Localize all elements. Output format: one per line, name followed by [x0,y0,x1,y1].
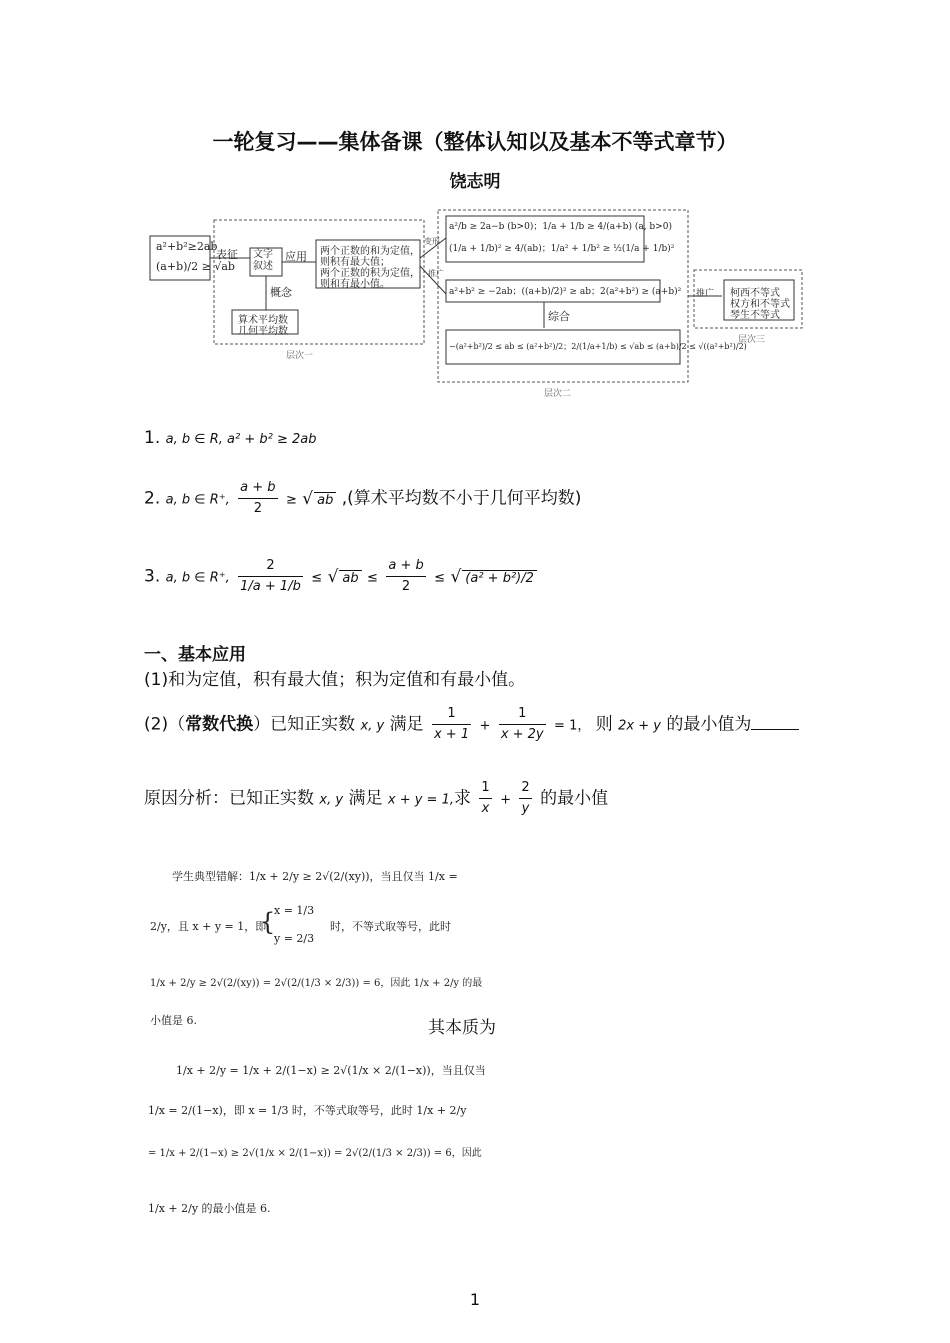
p3-cond: x + y = 1, [387,792,454,808]
diagram-label-zonghe: 综合 [548,310,570,323]
p3-f1-num: 1 [479,778,491,799]
wrong-line-3: 1/x + 2/y ≥ 2√(2/(xy)) = 2√(2/(1/3 × 2/3)) = 6，因此 1/x + 2/y 的最 [150,978,483,989]
p3-f1-den: x [481,801,490,816]
p2-f1-num: 1 [432,704,471,725]
page-number: 1 [469,1290,481,1309]
diagram-cengci-er: 层次二 [544,389,572,399]
essence-label: 其本质为 [428,1018,496,1038]
section-p3 [144,778,608,819]
item-3-le3: ≤ [434,570,446,586]
diagram-yingyong-4: 则和有最小值。 [320,279,390,290]
item-3-le2: ≤ [367,570,378,586]
item-2-sqrt: ab [314,492,336,508]
item-1-number: 1. [144,428,161,448]
item-2-frac-num: a + b [238,478,277,499]
item-3-number: 3. [144,566,161,587]
p3-vars: x, y [319,792,344,808]
p2-mid: ）已知正实数 [253,714,356,735]
item-3: 3. a, b ∈ R⁺, $\frac{2}{1/a + 1/b}$ ≤ √ ab ≤ $\frac{a + b}{2}$ ≤ √ (a² + b²)/2 [144,556,537,597]
diagram-l2-box3: −(a²+b²)/2 ≤ ab ≤ (a²+b²)/2；2/(1/a+1/b) ≤ √ab ≤ (a+b)/2 ≤ √((a²+b²)/2) [449,342,747,351]
essence-line-2: 1/x = 2/(1−x)，即 x = 1/3 时，不等式取等号，此时 1/x + 2/y [148,1104,467,1117]
p3-mid: 满足 [348,788,383,809]
author-name: 饶志明 [449,172,501,192]
p2-fraction-1 [432,704,471,745]
diagram-cengci-yi: 层次一 [286,351,314,361]
diagram-label-tuiguang: 推广 [696,289,715,299]
wrong-line-2a: 2/y，且 x + y = 1，即 [150,920,267,933]
p3-f2-num: 2 [519,778,531,799]
item-1 [144,428,316,448]
diagram-l2-box1-line1: a²/b ≥ 2a−b (b>0)；1/a + 1/b ≥ 4/(a+b) (a, b>0) [449,222,672,232]
section-p2 [144,704,799,745]
wrong-line-1: 学生典型错解：1/x + 2/y ≥ 2√(2/(xy))，当且仅当 1/x = [172,870,458,883]
diagram-label-yingyong: 应用 [285,250,307,263]
p2-then: 则 [595,714,613,735]
p3-ask: 求 [453,788,471,809]
item-3-f2-den: 2 [401,579,411,594]
item-2: 2. a, b ∈ R⁺, $\frac{a + b}{2}$ ≥ √ ab ,(算术平均数不小于几何平均数) [144,478,581,519]
item-1-formula: a, b ∈ R, a² + b² ≥ 2ab [165,432,317,447]
item-2-note: ,(算术平均数不小于几何平均数) [341,488,582,509]
p2-eq: = 1， [554,718,591,734]
item-2-ge: ≥ [285,492,297,508]
p2-expr: 2x + y [618,718,661,734]
diagram-l3-3: 琴生不等式 [730,310,780,321]
section-p1: (1)和为定值，积有最大值；积为定值和有最小值。 [144,670,526,690]
diagram-formula-b: (a+b)/2 ≥ √ab [156,260,235,273]
wrong-line-2d: 时，不等式取等号，此时 [330,920,451,933]
essence-line-3: = 1/x + 2/(1−x) ≥ 2√(1/x × 2/(1−x)) = 2√(2/(1/3 × 2/3)) = 6，因此 [148,1148,482,1159]
item-3-f1-den: 1/a + 1/b [240,579,301,594]
p2-mid2: 满足 [389,714,424,735]
item-3-f2-num: a + b [386,556,425,577]
item-2-number: 2. [144,488,161,509]
diagram-l2-box2: a²+b² ≥ −2ab；((a+b)/2)² ≥ ab；2(a²+b²) ≥ (a+b)² [449,287,682,297]
diagram-formula-a: a²+b²≥2ab [156,240,218,253]
diagram-cengci-san: 层次三 [738,335,766,345]
p2-vars: x, y [360,718,385,734]
item-3-pre: a, b ∈ R⁺, [165,570,230,586]
p3-f2-den: y [521,801,530,816]
p2-end: 的最小值为 [666,714,752,735]
p3-plus: + [500,792,511,808]
concept-diagram [146,206,806,402]
p3-pre: 原因分析：已知正实数 [144,788,314,809]
p3-fraction-2 [519,778,531,819]
item-3-f1-num: 2 [238,556,303,577]
p2-plus: + [479,718,491,734]
item-3-sqrt2: (a² + b²)/2 [462,570,537,586]
page-title: 一轮复习——集体备课（整体认知以及基本不等式章节） [212,130,738,154]
diagram-box-wenzi: 文字叙述 [253,249,273,272]
p2-pre: (2)（ [144,714,186,735]
diagram-label-bianxing: 变形 [424,237,440,246]
diagram-label-biaozheng: 表征 [216,248,238,261]
item-2-pre: a, b ∈ R⁺, [165,492,230,508]
diagram-pingjun-1: 算术平均数 [238,315,288,326]
p2-f2-num: 1 [499,704,546,725]
item-2-fraction [238,478,277,519]
p3-end: 的最小值 [540,788,609,809]
item-3-fraction-2 [386,556,425,597]
section-heading: 一、基本应用 [144,645,246,665]
diagram-l3-1: 柯西不等式 [730,288,780,299]
wrong-line-2c: y = 2/3 [274,932,315,945]
diagram-l2-box1-line2: (1/a + 1/b)² ≥ 4/(ab)；1/a² + 1/b² ≥ ½(1/a + 1/b)² [449,244,675,254]
diagram-yingyong-1: 两个正数的和为定值， [320,246,420,257]
p2-bold: 常数代换 [185,714,254,735]
item-3-fraction-1 [238,556,303,597]
concept-diagram-svg [146,206,806,402]
diagram-l3-2: 权方和不等式 [730,299,790,310]
wrong-line-4: 小值是 6. [150,1014,197,1027]
diagram-yingyong-2: 则积有最大值； [320,257,390,268]
p2-f2-den: x + 2y [500,727,544,742]
p2-f1-den: x + 1 [433,727,470,742]
diagram-pingjun-2: 几何平均数 [238,326,288,337]
diagram-label-gainian: 概念 [270,286,292,299]
essence-solution-image [146,1054,486,1224]
diagram-label-tuiguang-small: 推广 [428,269,444,278]
brace-icon: { [260,908,276,936]
p3-fraction-1 [479,778,491,819]
answer-blank[interactable] [751,715,799,730]
essence-line-1: 1/x + 2/y = 1/x + 2/(1−x) ≥ 2√(1/x × 2/(1−x))，当且仅当 [176,1064,486,1077]
p2-fraction-2 [499,704,546,745]
essence-line-4: 1/x + 2/y 的最小值是 6. [148,1202,271,1215]
item-3-sqrt1: ab [339,570,361,586]
item-3-le1: ≤ [311,570,323,586]
wrong-line-2b: x = 1/3 [274,904,315,917]
item-2-frac-den: 2 [253,501,262,516]
diagram-yingyong-3: 两个正数的积为定值， [320,268,420,279]
